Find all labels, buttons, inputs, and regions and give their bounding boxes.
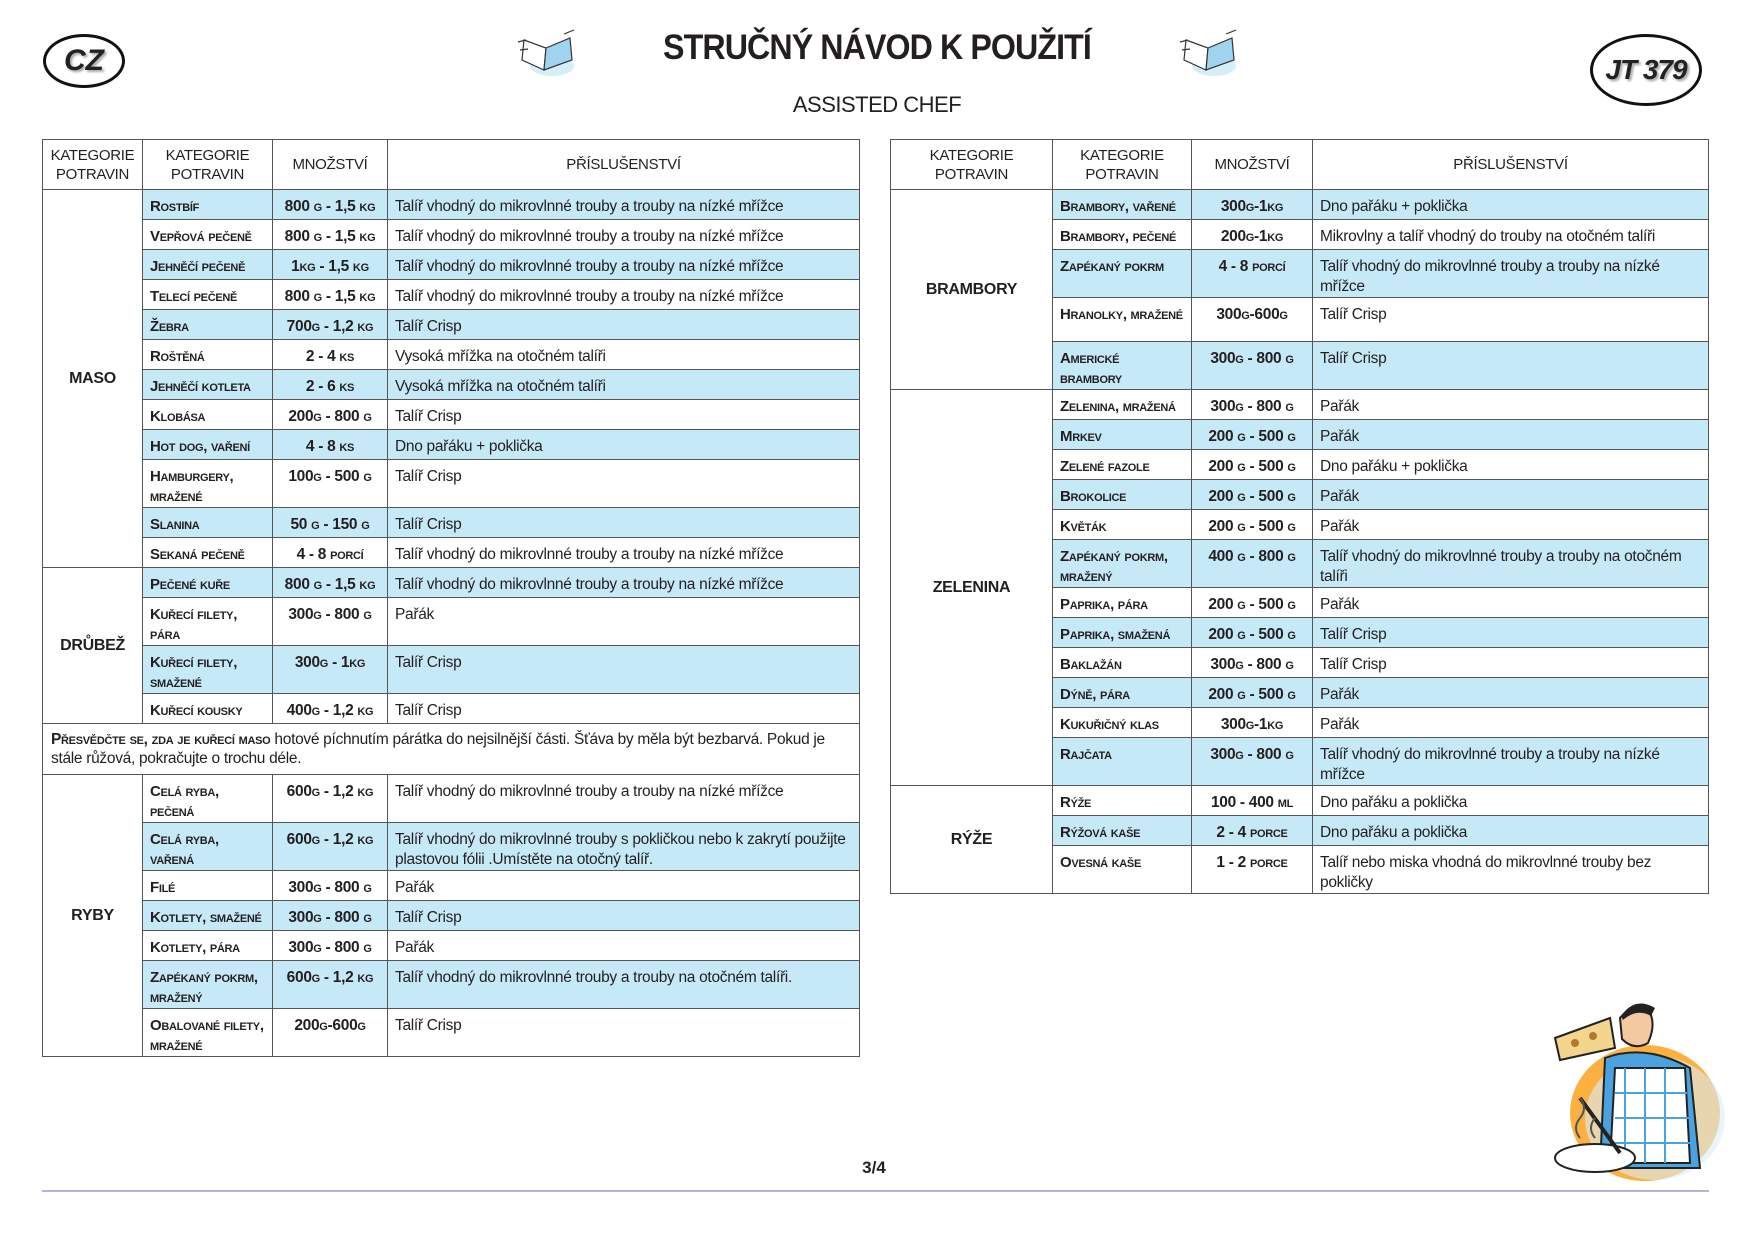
accessory-cell: Dno pařáku a poklička [1313,816,1709,846]
quantity-cell: 200 g - 500 g [1192,510,1313,540]
note-row [43,724,860,775]
food-item-cell: Vepřová pečeně [143,220,273,250]
food-item-cell: Jehněčí pečeně [143,250,273,280]
food-item-cell: Zapékaný pokrm [1053,250,1192,298]
table-row [43,430,860,460]
food-item-cell: Slanina [143,508,273,538]
table-row [43,823,860,871]
food-item-cell: Celá ryba, pečená [143,775,273,823]
page-subtitle: ASSISTED CHEF [792,92,962,117]
accessory-cell: Talíř Crisp [388,508,860,538]
accessory-cell: Talíř vhodný do mikrovlnné trouby a trouby na nízké mřížce [388,538,860,568]
food-item-cell: Brambory, vařené [1053,190,1192,220]
accessory-cell: Talíř Crisp [388,646,860,694]
quantity-cell: 600g - 1,2 kg [273,961,388,1009]
quantity-cell: 600g - 1,2 kg [273,775,388,823]
accessory-cell: Talíř Crisp [1313,298,1709,342]
quantity-cell: 300g - 800 g [273,931,388,961]
quantity-cell: 300g-1kg [1192,190,1313,220]
quantity-cell: 50 g - 150 g [273,508,388,538]
accessory-cell: Vysoká mřížka na otočném talíři [388,340,860,370]
quantity-cell: 400g - 1,2 kg [273,694,388,724]
food-item-cell: Roštěná [143,340,273,370]
food-item-cell: Mrkev [1053,420,1192,450]
table-header [891,140,1709,190]
quantity-cell: 300g - 800 g [1192,390,1313,420]
accessory-cell: Talíř Crisp [388,400,860,430]
food-item-cell: Pečené kuře [143,568,273,598]
table-row [43,775,860,823]
quantity-cell: 200g - 800 g [273,400,388,430]
table-row [43,598,860,646]
quantity-cell: 300g - 800 g [1192,342,1313,390]
quantity-cell: 300g - 800 g [273,598,388,646]
table-row [43,508,860,538]
column-header: KATEGORIE POTRAVIN [143,140,273,190]
accessory-cell: Talíř vhodný do mikrovlnné trouby s pokličkou nebo k zakrytí použijte plastovou fólii .Umístěte na otočný talíř. [388,823,860,871]
food-item-cell: Kukuřičný klas [1053,708,1192,738]
quantity-cell: 800 g - 1,5 kg [273,568,388,598]
category-cell: RYBY [43,775,143,1057]
table-row [43,400,860,430]
quantity-cell: 4 - 8 porcí [273,538,388,568]
quantity-cell: 300g - 800 g [273,901,388,931]
food-item-cell: Květák [1053,510,1192,540]
right-cooking-table [890,139,1709,894]
category-cell: DRŮBEŽ [43,568,143,724]
column-header: PŘÍSLUŠENSTVÍ [1313,140,1709,190]
accessory-cell: Pařák [1313,480,1709,510]
accessory-cell: Talíř vhodný do mikrovlnné trouby a trouby na nízké mřížce [388,190,860,220]
food-item-cell: Rajčata [1053,738,1192,786]
table-row [43,280,860,310]
quantity-cell: 100g - 500 g [273,460,388,508]
accessory-cell: Talíř vhodný do mikrovlnné trouby a trouby na otočném talíři. [388,961,860,1009]
table-row [43,250,860,280]
accessory-cell: Dno pařáku + poklička [1313,190,1709,220]
quantity-cell: 700g - 1,2 kg [273,310,388,340]
food-item-cell: Baklažán [1053,648,1192,678]
accessory-cell: Pařák [1313,510,1709,540]
accessory-cell: Talíř Crisp [388,310,860,340]
category-cell: MASO [43,190,143,568]
accessory-cell: Talíř vhodný do mikrovlnné trouby a trouby na nízké mřížce [388,220,860,250]
category-cell: ZELENINA [891,390,1053,786]
model-badge [1590,34,1702,106]
category-cell: RÝŽE [891,786,1053,894]
food-item-cell: Zelené fazole [1053,450,1192,480]
food-item-cell: Dýně, pára [1053,678,1192,708]
table-row [891,390,1709,420]
accessory-cell: Dno pařáku + poklička [388,430,860,460]
accessory-cell: Pařák [1313,588,1709,618]
accessory-cell: Talíř vhodný do mikrovlnné trouby a trouby na nízké mřížce [1313,250,1709,298]
quantity-cell: 200 g - 500 g [1192,588,1313,618]
table-row [43,901,860,931]
column-header: KATEGORIE POTRAVIN [43,140,143,190]
table-row [43,871,860,901]
table-row [43,310,860,340]
food-item-cell: Kotlety, smažené [143,901,273,931]
quantity-cell: 600g - 1,2 kg [273,823,388,871]
quantity-cell: 4 - 8 ks [273,430,388,460]
accessory-cell: Talíř vhodný do mikrovlnné trouby a trouby na otočném talíři [1313,540,1709,588]
book-icon [1176,28,1246,78]
quantity-cell: 300g-1kg [1192,708,1313,738]
left-cooking-table [42,139,860,1057]
quantity-cell: 800 g - 1,5 kg [273,220,388,250]
food-item-cell: Kotlety, pára [143,931,273,961]
food-item-cell: Paprika, pára [1053,588,1192,618]
column-header: KATEGORIE POTRAVIN [1053,140,1192,190]
quantity-cell: 2 - 4 porce [1192,816,1313,846]
quantity-cell: 100 - 400 ml [1192,786,1313,816]
quantity-cell: 2 - 4 ks [273,340,388,370]
accessory-cell: Pařák [388,931,860,961]
note-text: hotové píchnutím párátka do nejsilnější části. Šťáva by měla být bezbarvá. Pokud je stále růžová, pokračujte o trochu déle. [51,731,825,767]
accessory-cell: Talíř Crisp [388,901,860,931]
food-item-cell: Zapékaný pokrm, mražený [1053,540,1192,588]
table-row [43,694,860,724]
quantity-cell: 400 g - 800 g [1192,540,1313,588]
food-item-cell: Brambory, pečené [1053,220,1192,250]
table-header [43,140,860,190]
accessory-cell: Talíř Crisp [388,1009,860,1057]
column-header: KATEGORIE POTRAVIN [891,140,1053,190]
quantity-cell: 800 g - 1,5 kg [273,280,388,310]
accessory-cell: Talíř nebo miska vhodná do mikrovlnné trouby bez pokličky [1313,846,1709,894]
table-row [43,460,860,508]
chicken-note [43,724,860,775]
quantity-cell: 200g-1kg [1192,220,1313,250]
quantity-cell: 200 g - 500 g [1192,420,1313,450]
food-item-cell: Kuřecí filety, pára [143,598,273,646]
table-row [891,786,1709,816]
table-row [43,568,860,598]
table-row [43,190,860,220]
accessory-cell: Pařák [388,871,860,901]
accessory-cell: Talíř vhodný do mikrovlnné trouby a trouby na nízké mřížce [1313,738,1709,786]
food-item-cell: Sekaná pečeně [143,538,273,568]
accessory-cell: Pařák [1313,420,1709,450]
quantity-cell: 200 g - 500 g [1192,678,1313,708]
quantity-cell: 1kg - 1,5 kg [273,250,388,280]
model-code: JT 379 [1605,54,1687,85]
table-row [43,646,860,694]
page-number: 3/4 [862,1158,886,1177]
accessory-cell: Mikrovlny a talíř vhodný do trouby na otočném talíři [1313,220,1709,250]
food-item-cell: Zapékaný pokrm, mražený [143,961,273,1009]
accessory-cell: Pařák [1313,678,1709,708]
food-item-cell: Americké brambory [1053,342,1192,390]
accessory-cell: Talíř vhodný do mikrovlnné trouby a trouby na nízké mřížce [388,568,860,598]
food-item-cell: Telecí pečeně [143,280,273,310]
quantity-cell: 800 g - 1,5 kg [273,190,388,220]
table-row [891,190,1709,220]
accessory-cell: Vysoká mřížka na otočném talíři [388,370,860,400]
food-item-cell: Kuřecí kousky [143,694,273,724]
food-item-cell: Celá ryba, vařená [143,823,273,871]
quantity-cell: 200g-600g [273,1009,388,1057]
category-cell: BRAMBORY [891,190,1053,390]
table-row [43,1009,860,1057]
food-item-cell: Hranolky, mražené [1053,298,1192,342]
table-row [43,538,860,568]
note-lead: Přesvědčte se, zda je kuřecí maso [51,731,271,748]
accessory-cell: Talíř Crisp [1313,618,1709,648]
table-row [43,370,860,400]
column-header: MNOŽSTVÍ [273,140,388,190]
quantity-cell: 300g-600g [1192,298,1313,342]
quantity-cell: 2 - 6 ks [273,370,388,400]
food-item-cell: Obalované filety, mražené [143,1009,273,1057]
food-item-cell: Paprika, smažená [1053,618,1192,648]
footer-divider [42,1190,1709,1192]
food-item-cell: Rýžová kaše [1053,816,1192,846]
food-item-cell: Hamburgery, mražené [143,460,273,508]
food-item-cell: Zelenina, mražená [1053,390,1192,420]
accessory-cell: Dno pařáku + poklička [1313,450,1709,480]
accessory-cell: Talíř vhodný do mikrovlnné trouby a trouby na nízké mřížce [388,280,860,310]
food-item-cell: Rýže [1053,786,1192,816]
quantity-cell: 200 g - 500 g [1192,618,1313,648]
accessory-cell: Talíř Crisp [388,694,860,724]
accessory-cell: Pařák [1313,390,1709,420]
column-header: MNOŽSTVÍ [1192,140,1313,190]
food-item-cell: Hot dog, vaření [143,430,273,460]
quantity-cell: 300g - 800 g [1192,648,1313,678]
food-item-cell: Filé [143,871,273,901]
table-row [43,220,860,250]
food-item-cell: Kuřecí filety, smažené [143,646,273,694]
accessory-cell: Talíř Crisp [1313,648,1709,678]
table-row [43,340,860,370]
quantity-cell: 4 - 8 porcí [1192,250,1313,298]
accessory-cell: Dno pařáku a poklička [1313,786,1709,816]
food-item-cell: Ovesná kaše [1053,846,1192,894]
table-row [43,961,860,1009]
accessory-cell: Talíř Crisp [388,460,860,508]
food-item-cell: Rostbíf [143,190,273,220]
quantity-cell: 200 g - 500 g [1192,480,1313,510]
food-item-cell: Žebra [143,310,273,340]
accessory-cell: Pařák [1313,708,1709,738]
accessory-cell: Pařák [388,598,860,646]
quantity-cell: 300g - 800 g [273,871,388,901]
quantity-cell: 300g - 1kg [273,646,388,694]
chef-illustration [1535,998,1725,1183]
table-row [43,931,860,961]
quantity-cell: 1 - 2 porce [1192,846,1313,894]
country-code: CZ [64,44,104,77]
quantity-cell: 300g - 800 g [1192,738,1313,786]
accessory-cell: Talíř vhodný do mikrovlnné trouby a trouby na nízké mřížce [388,250,860,280]
food-item-cell: Jehněčí kotleta [143,370,273,400]
quantity-cell: 200 g - 500 g [1192,450,1313,480]
food-item-cell: Brokolice [1053,480,1192,510]
page-title: STRUČNÝ NÁVOD K POUŽITÍ [663,28,1091,67]
food-item-cell: Klobása [143,400,273,430]
accessory-cell: Talíř Crisp [1313,342,1709,390]
column-header: PŘÍSLUŠENSTVÍ [388,140,860,190]
accessory-cell: Talíř vhodný do mikrovlnné trouby a trouby na nízké mřížce [388,775,860,823]
